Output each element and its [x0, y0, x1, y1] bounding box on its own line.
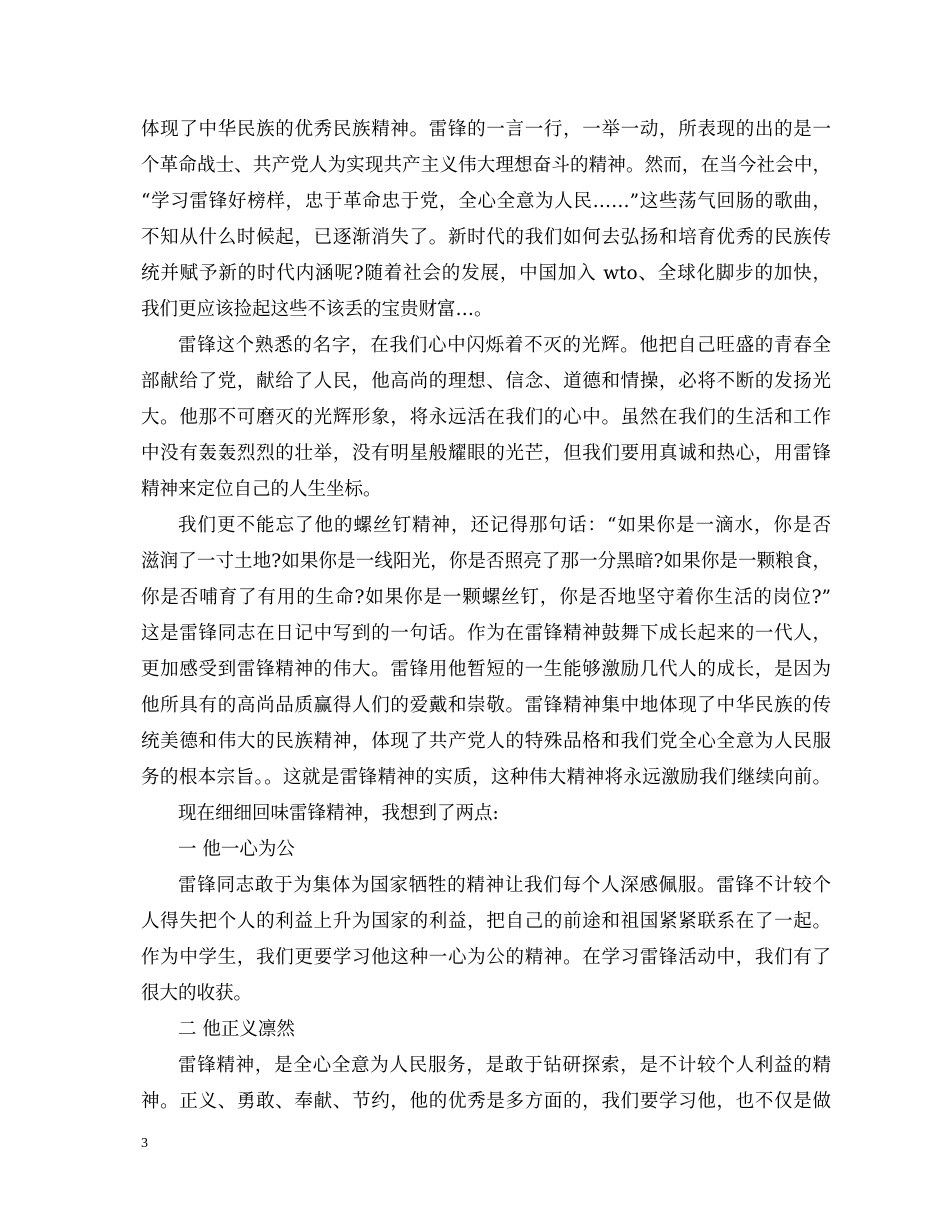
section-heading: 一 他一心为公: [178, 839, 295, 860]
text-line: 滋润了一寸土地?如果你是一线阳光，你是否照亮了那一分黑暗?如果你是一颗粮食，: [141, 551, 831, 572]
page-number: 3: [141, 1136, 148, 1151]
text-line: 统美德和伟大的民族精神，体现了共产党人的特殊品格和我们党全心全意为人民服: [141, 731, 831, 752]
text-line: 现在细细回味雷锋精神，我想到了两点:: [178, 803, 499, 824]
text-line: 更加感受到雷锋精神的伟大。雷锋用他暂短的一生能够激励几代人的成长，是因为: [141, 659, 831, 680]
text-line: 体现了中华民族的优秀民族精神。雷锋的一言一行，一举一动，所表现的出的是一: [141, 119, 831, 140]
text-line: 我们更应该捡起这些不该丢的宝贵财富…。: [141, 299, 493, 320]
text-line: 个革命战士、共产党人为实现共产主义伟大理想奋斗的精神。然而，在当今社会中，: [141, 155, 831, 176]
text-line: 雷锋精神，是全心全意为人民服务，是敢于钻研探索，是不计较个人利益的精: [178, 1055, 831, 1076]
text-line: 务的根本宗旨。。这就是雷锋精神的实质，这种伟大精神将永远激励我们继续向前。: [141, 767, 831, 788]
text-line: 雷锋这个熟悉的名字，在我们心中闪烁着不灭的光辉。他把自己旺盛的青春全: [178, 335, 831, 356]
text-line: 你是否哺育了有用的生命?如果你是一颗螺丝钉，你是否地坚守着你生活的岗位?”: [141, 587, 831, 608]
text-line: 他所具有的高尚品质赢得人们的爱戴和崇敬。雷锋精神集中地体现了中华民族的传: [141, 695, 831, 716]
text-line: 很大的收获。: [141, 983, 253, 1004]
text-line: 不知从什么时候起，已逐渐消失了。新时代的我们如何去弘扬和培育优秀的民族传: [141, 227, 831, 248]
text-line: 大。他那不可磨灭的光辉形象，将永远活在我们的心中。虽然在我们的生活和工作: [141, 407, 831, 428]
section-heading: 二 他正义凛然: [178, 1019, 295, 1040]
text-line: 雷锋同志敢于为集体为国家牺牲的精神让我们每个人深感佩服。雷锋不计较个: [178, 875, 831, 896]
text-line: 中没有轰轰烈烈的壮举，没有明星般耀眼的光芒，但我们要用真诚和热心，用雷锋: [141, 443, 831, 464]
text-line: 部献给了党，献给了人民，他高尚的理想、信念、道德和情操，必将不断的发扬光: [141, 371, 831, 392]
text-line: 统并赋予新的时代内涵呢?随着社会的发展，中国加入 wto、全球化脚步的加快，: [141, 263, 831, 284]
text-line: 作为中学生，我们更要学习他这种一心为公的精神。在学习雷锋活动中，我们有了: [141, 947, 831, 968]
text-line: 我们更不能忘了他的螺丝钉精神，还记得那句话：“如果你是一滴水，你是否: [178, 515, 831, 536]
text-line: 这是雷锋同志在日记中写到的一句话。作为在雷锋精神鼓舞下成长起来的一代人，: [141, 623, 831, 644]
text-line: 神。正义、勇敢、奉献、节约，他的优秀是多方面的，我们要学习他，也不仅是做: [141, 1091, 831, 1112]
text-line: 人得失把个人的利益上升为国家的利益，把自己的前途和祖国紧紧联系在了一起。: [141, 911, 831, 932]
text-line: 精神来定位自己的人生坐标。: [141, 479, 382, 500]
text-line: “学习雷锋好榜样，忠于革命忠于党，全心全意为人民……”这些荡气回肠的歌曲，: [141, 191, 831, 212]
